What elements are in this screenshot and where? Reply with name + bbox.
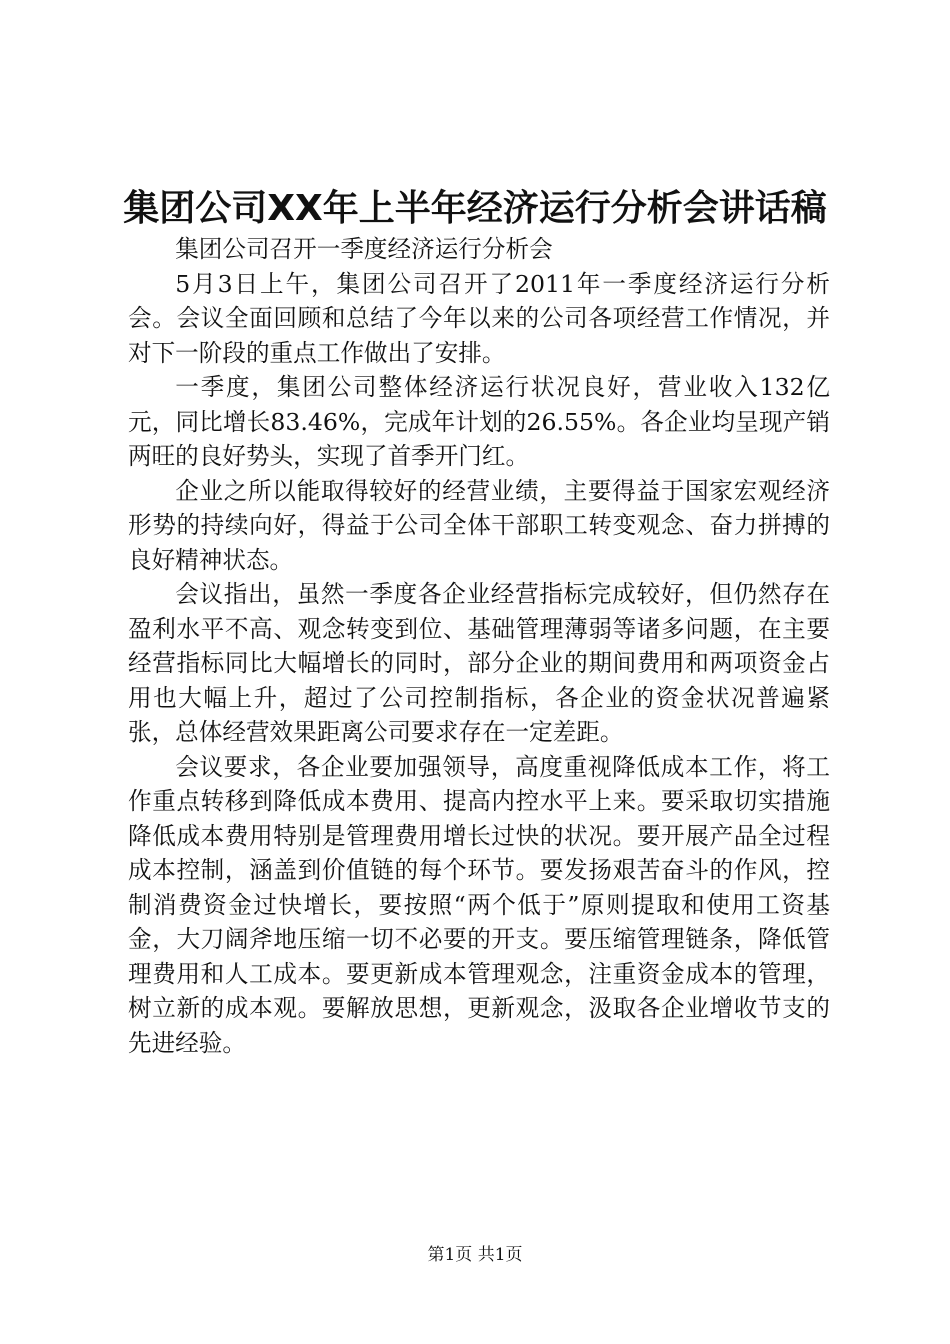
paragraph-heading: 集团公司召开一季度经济运行分析会 [175,235,553,263]
paragraph: 会议要求，各企业要加强领导，高度重视降低成本工作，将工作重点转移到降低成本费用、提高内控水平上来。要采取切实措施降低成本费用特别是管理费用增长过快的状况。要开展产品全过程成本控制，涵盖到价值链的每个环节。要发扬艰苦奋斗的作风，控制消费资金过快增长，要按照“两个低于”原则提取和使用工资基金，大刀阔斧地压缩一切不必要的开支。要压缩管理链条，降低管理费用和人工成本。要更新成本管理观念，注重资金成本的管理，树立新的成本观。要解放思想，更新观念，汲取各企业增收节支的先进经验。 [128,752,830,1057]
page-number-footer: 第1页 共1页 [427,1245,523,1265]
paragraph: 企业之所以能取得较好的经营业绩，主要得益于国家宏观经济形势的持续向好，得益于公司全体干部职工转变观念、奋力拼搏的良好精神状态。 [128,476,830,574]
paragraph: 一季度，集团公司整体经济运行状况良好，营业收入132亿元，同比增长83.46%，完成年计划的26.55%。各企业均呈现产销两旺的良好势头，实现了首季开门红。 [128,373,830,470]
paragraph: 5月3日上午，集团公司召开了2011年一季度经济运行分析会。会议全面回顾和总结了今年以来的公司各项经营工作情况，并对下一阶段的重点工作做出了安排。 [128,269,830,367]
paragraph: 会议指出，虽然一季度各企业经营指标完成较好，但仍然存在盈利水平不高、观念转变到位、基础管理薄弱等诸多问题，在主要经营指标同比大幅增长的同时，部分企业的期间费用和两项资金占用也大幅上升，超过了公司控制指标，各企业的资金状况普遍紧张，总体经营效果距离公司要求存在一定差距。 [128,580,830,746]
document-body [128,232,830,1060]
document-title: 集团公司XX年上半年经济运行分析会讲话稿 [123,188,827,229]
